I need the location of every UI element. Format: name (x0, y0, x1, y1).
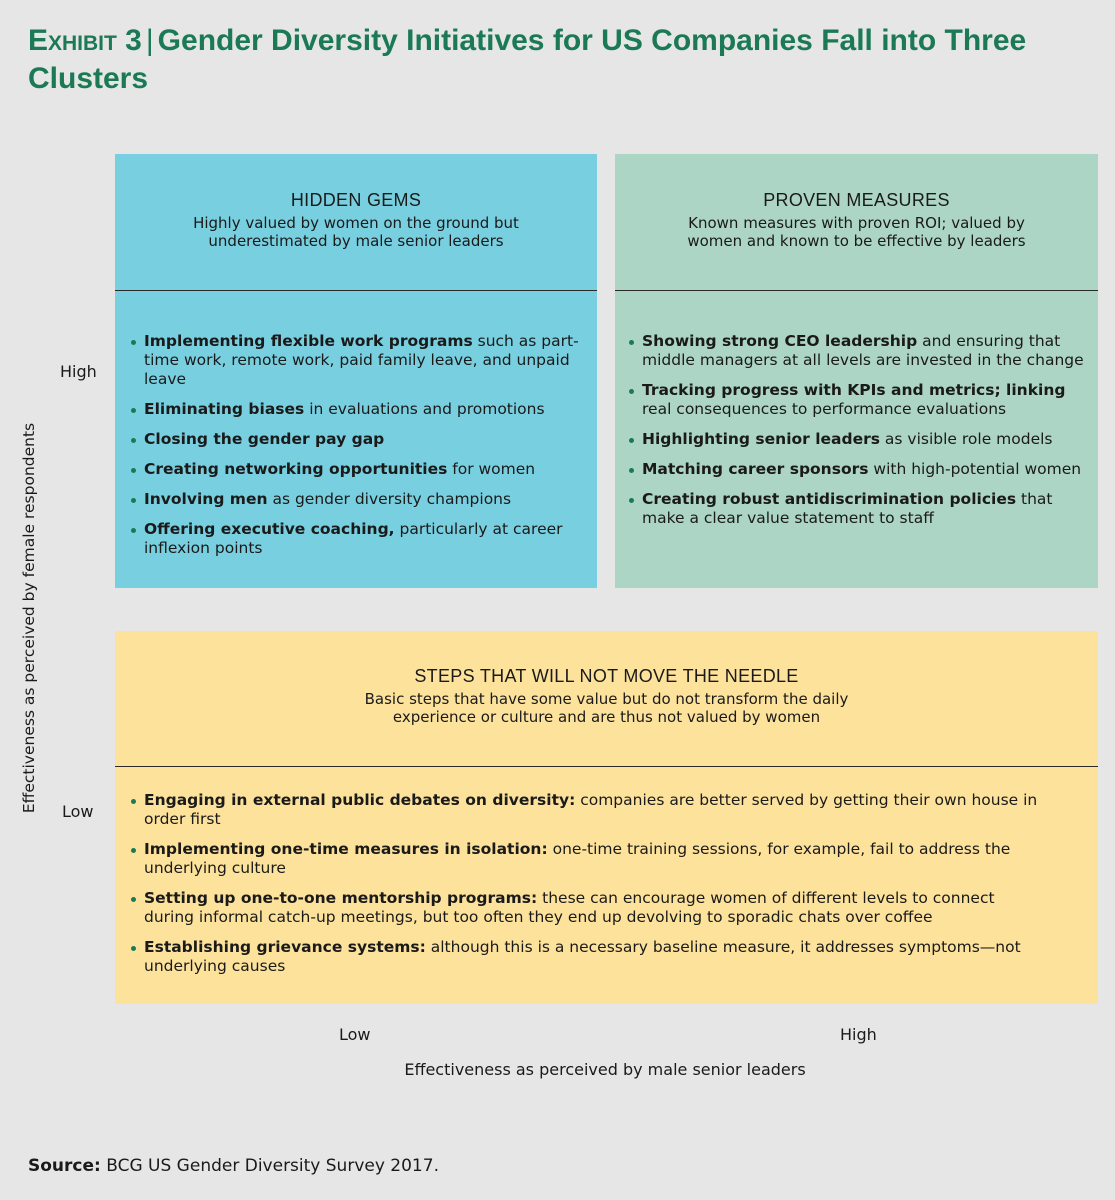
item-detail: such as part-time work, remote work, paid family leave, and unpaid leave (144, 332, 579, 388)
item-detail: that make a clear value statement to staff (642, 490, 1053, 527)
bullet-icon (131, 897, 136, 902)
title-separator: | (145, 24, 154, 57)
bullet-icon (131, 408, 136, 413)
list-item (129, 938, 1038, 976)
item-detail: one-time training sessions, for example, fail to address the underlying culture (144, 840, 1011, 877)
list-item (627, 332, 1092, 370)
item-emphasis: Involving men (144, 490, 268, 508)
source-label: Source: (28, 1156, 101, 1176)
item-emphasis: Engaging in external public debates on diversity: (144, 791, 576, 809)
item-detail: with high-potential women (868, 460, 1082, 478)
item-detail: for women (447, 460, 536, 478)
bullet-icon (131, 848, 136, 853)
exhibit-number: Exhibit 3 (28, 24, 142, 57)
source-text: BCG US Gender Diversity Survey 2017. (100, 1156, 439, 1176)
proven-measures-title: PROVEN MEASURES (763, 190, 950, 210)
list-item (627, 430, 1092, 449)
list-item (129, 840, 1038, 878)
bullet-icon (131, 468, 136, 473)
y-axis-low-label: Low (62, 802, 94, 821)
hidden-gems-title: HIDDEN GEMS (290, 190, 422, 210)
not-move-needle-header (115, 631, 1098, 767)
item-detail: real consequences to performance evaluations (642, 400, 1007, 418)
exhibit-title-text: Gender Diversity Initiatives for US Companies Fall into Three Clusters (28, 24, 1027, 95)
item-detail: particularly at career inflexion points (144, 520, 563, 557)
not-move-needle-title: STEPS THAT WILL NOT MOVE THE NEEDLE (414, 666, 799, 686)
bullet-icon (629, 389, 634, 394)
item-detail: these can encourage women of different levels to connect during informal catch-up meetings, but too often they end up devolving to sporadic chats over coffee (144, 889, 995, 926)
list-item (129, 889, 1038, 927)
item-emphasis: Creating networking opportunities (144, 460, 448, 478)
list-item (129, 430, 579, 449)
item-emphasis: Highlighting senior leaders (642, 430, 880, 448)
proven-measures-subtitle: Known measures with proven ROI; valued by women and known to be effective by leaders (687, 214, 1026, 250)
y-axis-label: Effectiveness as perceived by female respondents (20, 422, 38, 814)
source-note (28, 1155, 439, 1177)
bullet-icon (131, 528, 136, 533)
bullet-icon (629, 340, 634, 345)
list-item (129, 520, 579, 558)
item-emphasis: Eliminating biases (144, 400, 305, 418)
not-move-needle-subtitle: Basic steps that have some value but do not transform the daily experience or culture and are thus not valued by women (364, 690, 849, 726)
list-item (129, 400, 579, 419)
bullet-icon (131, 438, 136, 443)
exhibit-title (28, 22, 1088, 98)
proven-measures-list (627, 332, 1092, 539)
x-axis-label: Effectiveness as perceived by male senior leaders (404, 1060, 806, 1079)
bullet-icon (131, 340, 136, 345)
bullet-icon (629, 468, 634, 473)
list-item (129, 460, 579, 479)
hidden-gems-list (129, 332, 579, 569)
item-detail: as visible role models (879, 430, 1053, 448)
hidden-gems-subtitle: Highly valued by women on the ground but underestimated by male senior leaders (193, 214, 519, 250)
item-emphasis: Implementing one-time measures in isolation: (144, 840, 548, 858)
y-axis-high-label: High (60, 362, 97, 381)
proven-measures-cluster (615, 154, 1098, 588)
item-detail: although this is a necessary baseline measure, it addresses symptoms—not underlying causes (144, 938, 1021, 975)
hidden-gems-header (115, 154, 597, 291)
item-detail: and ensuring that middle managers at all levels are invested in the change (642, 332, 1084, 369)
not-move-needle-cluster (115, 631, 1098, 1004)
item-detail: companies are better served by getting their own house in order first (144, 791, 1038, 828)
bullet-icon (131, 799, 136, 804)
not-move-needle-list (129, 791, 1038, 987)
hidden-gems-cluster (115, 154, 597, 588)
bullet-icon (131, 946, 136, 951)
bullet-icon (629, 438, 634, 443)
list-item (129, 791, 1038, 829)
list-item (627, 381, 1092, 419)
list-item (627, 460, 1092, 479)
item-emphasis: Tracking progress with KPIs and metrics; linking (642, 381, 1066, 399)
item-emphasis: Establishing grievance systems: (144, 938, 426, 956)
proven-measures-header (615, 154, 1098, 291)
list-item (627, 490, 1092, 528)
item-emphasis: Offering executive coaching, (144, 520, 395, 538)
item-emphasis: Showing strong CEO leadership (642, 332, 918, 350)
item-emphasis: Matching career sponsors (642, 460, 869, 478)
item-detail: in evaluations and promotions (304, 400, 545, 418)
list-item (129, 490, 579, 509)
item-emphasis: Closing the gender pay gap (144, 430, 385, 448)
item-detail: as gender diversity champions (267, 490, 512, 508)
list-item (129, 332, 579, 389)
item-emphasis: Setting up one-to-one mentorship programs: (144, 889, 538, 907)
x-axis-high-label: High (840, 1025, 877, 1044)
bullet-icon (629, 498, 634, 503)
x-axis-low-label: Low (339, 1025, 371, 1044)
item-emphasis: Creating robust antidiscrimination policies (642, 490, 1017, 508)
bullet-icon (131, 498, 136, 503)
item-emphasis: Implementing flexible work programs (144, 332, 473, 350)
